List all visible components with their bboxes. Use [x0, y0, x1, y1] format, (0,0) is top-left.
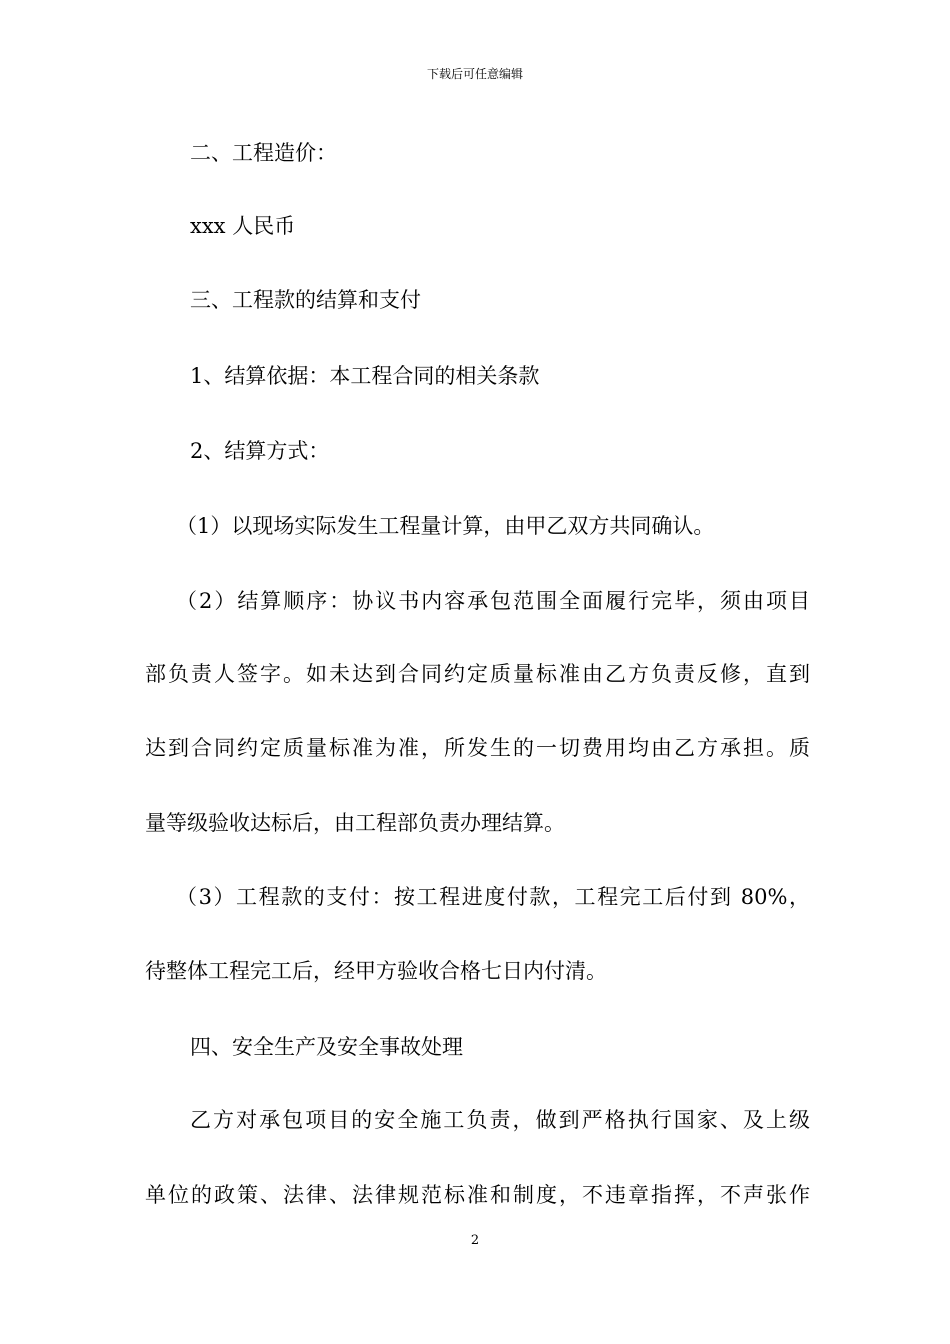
paragraph-item-3-line-2: 待整体工程完工后，经甲方验收合格七日内付清。	[145, 959, 607, 983]
section-heading-project-cost: 二、工程造价：	[190, 141, 337, 165]
paragraph-item-3-line-1: （3）工程款的支付：按工程进度付款，工程完工后付到 80%，	[176, 885, 810, 909]
page-header-note: 下载后可任意编辑	[426, 67, 523, 81]
paragraph-cost-amount: xxx 人民币	[190, 214, 296, 238]
page-number: 2	[470, 1233, 480, 1248]
paragraph-item-1: （1）以现场实际发生工程量计算，由甲乙双方共同确认。	[176, 514, 715, 538]
paragraph-item-2-line-1: （2）结算顺序：协议书内容承包范围全面履行完毕，须由项目	[176, 589, 810, 613]
paragraph-item-2-line-3: 达到合同约定质量标准为准，所发生的一切费用均由乙方承担。质	[145, 736, 810, 760]
section-heading-safety: 四、安全生产及安全事故处理	[190, 1035, 463, 1059]
paragraph-settlement-method: 2、结算方式：	[190, 439, 330, 463]
paragraph-item-2-line-4: 量等级验收达标后，由工程部负责办理结算。	[145, 811, 565, 835]
paragraph-item-2-line-2: 部负责人签字。如未达到合同约定质量标准由乙方负责反修，直到	[145, 662, 810, 686]
paragraph-safety-line-2: 单位的政策、法律、法律规范标准和制度，不违章指挥，不声张作	[145, 1183, 810, 1207]
section-heading-settlement-payment: 三、工程款的结算和支付	[190, 288, 421, 312]
paragraph-safety-line-1: 乙方对承包项目的安全施工负责，做到严格执行国家、及上级	[190, 1108, 810, 1132]
paragraph-settlement-basis: 1、结算依据：本工程合同的相关条款	[190, 364, 540, 388]
